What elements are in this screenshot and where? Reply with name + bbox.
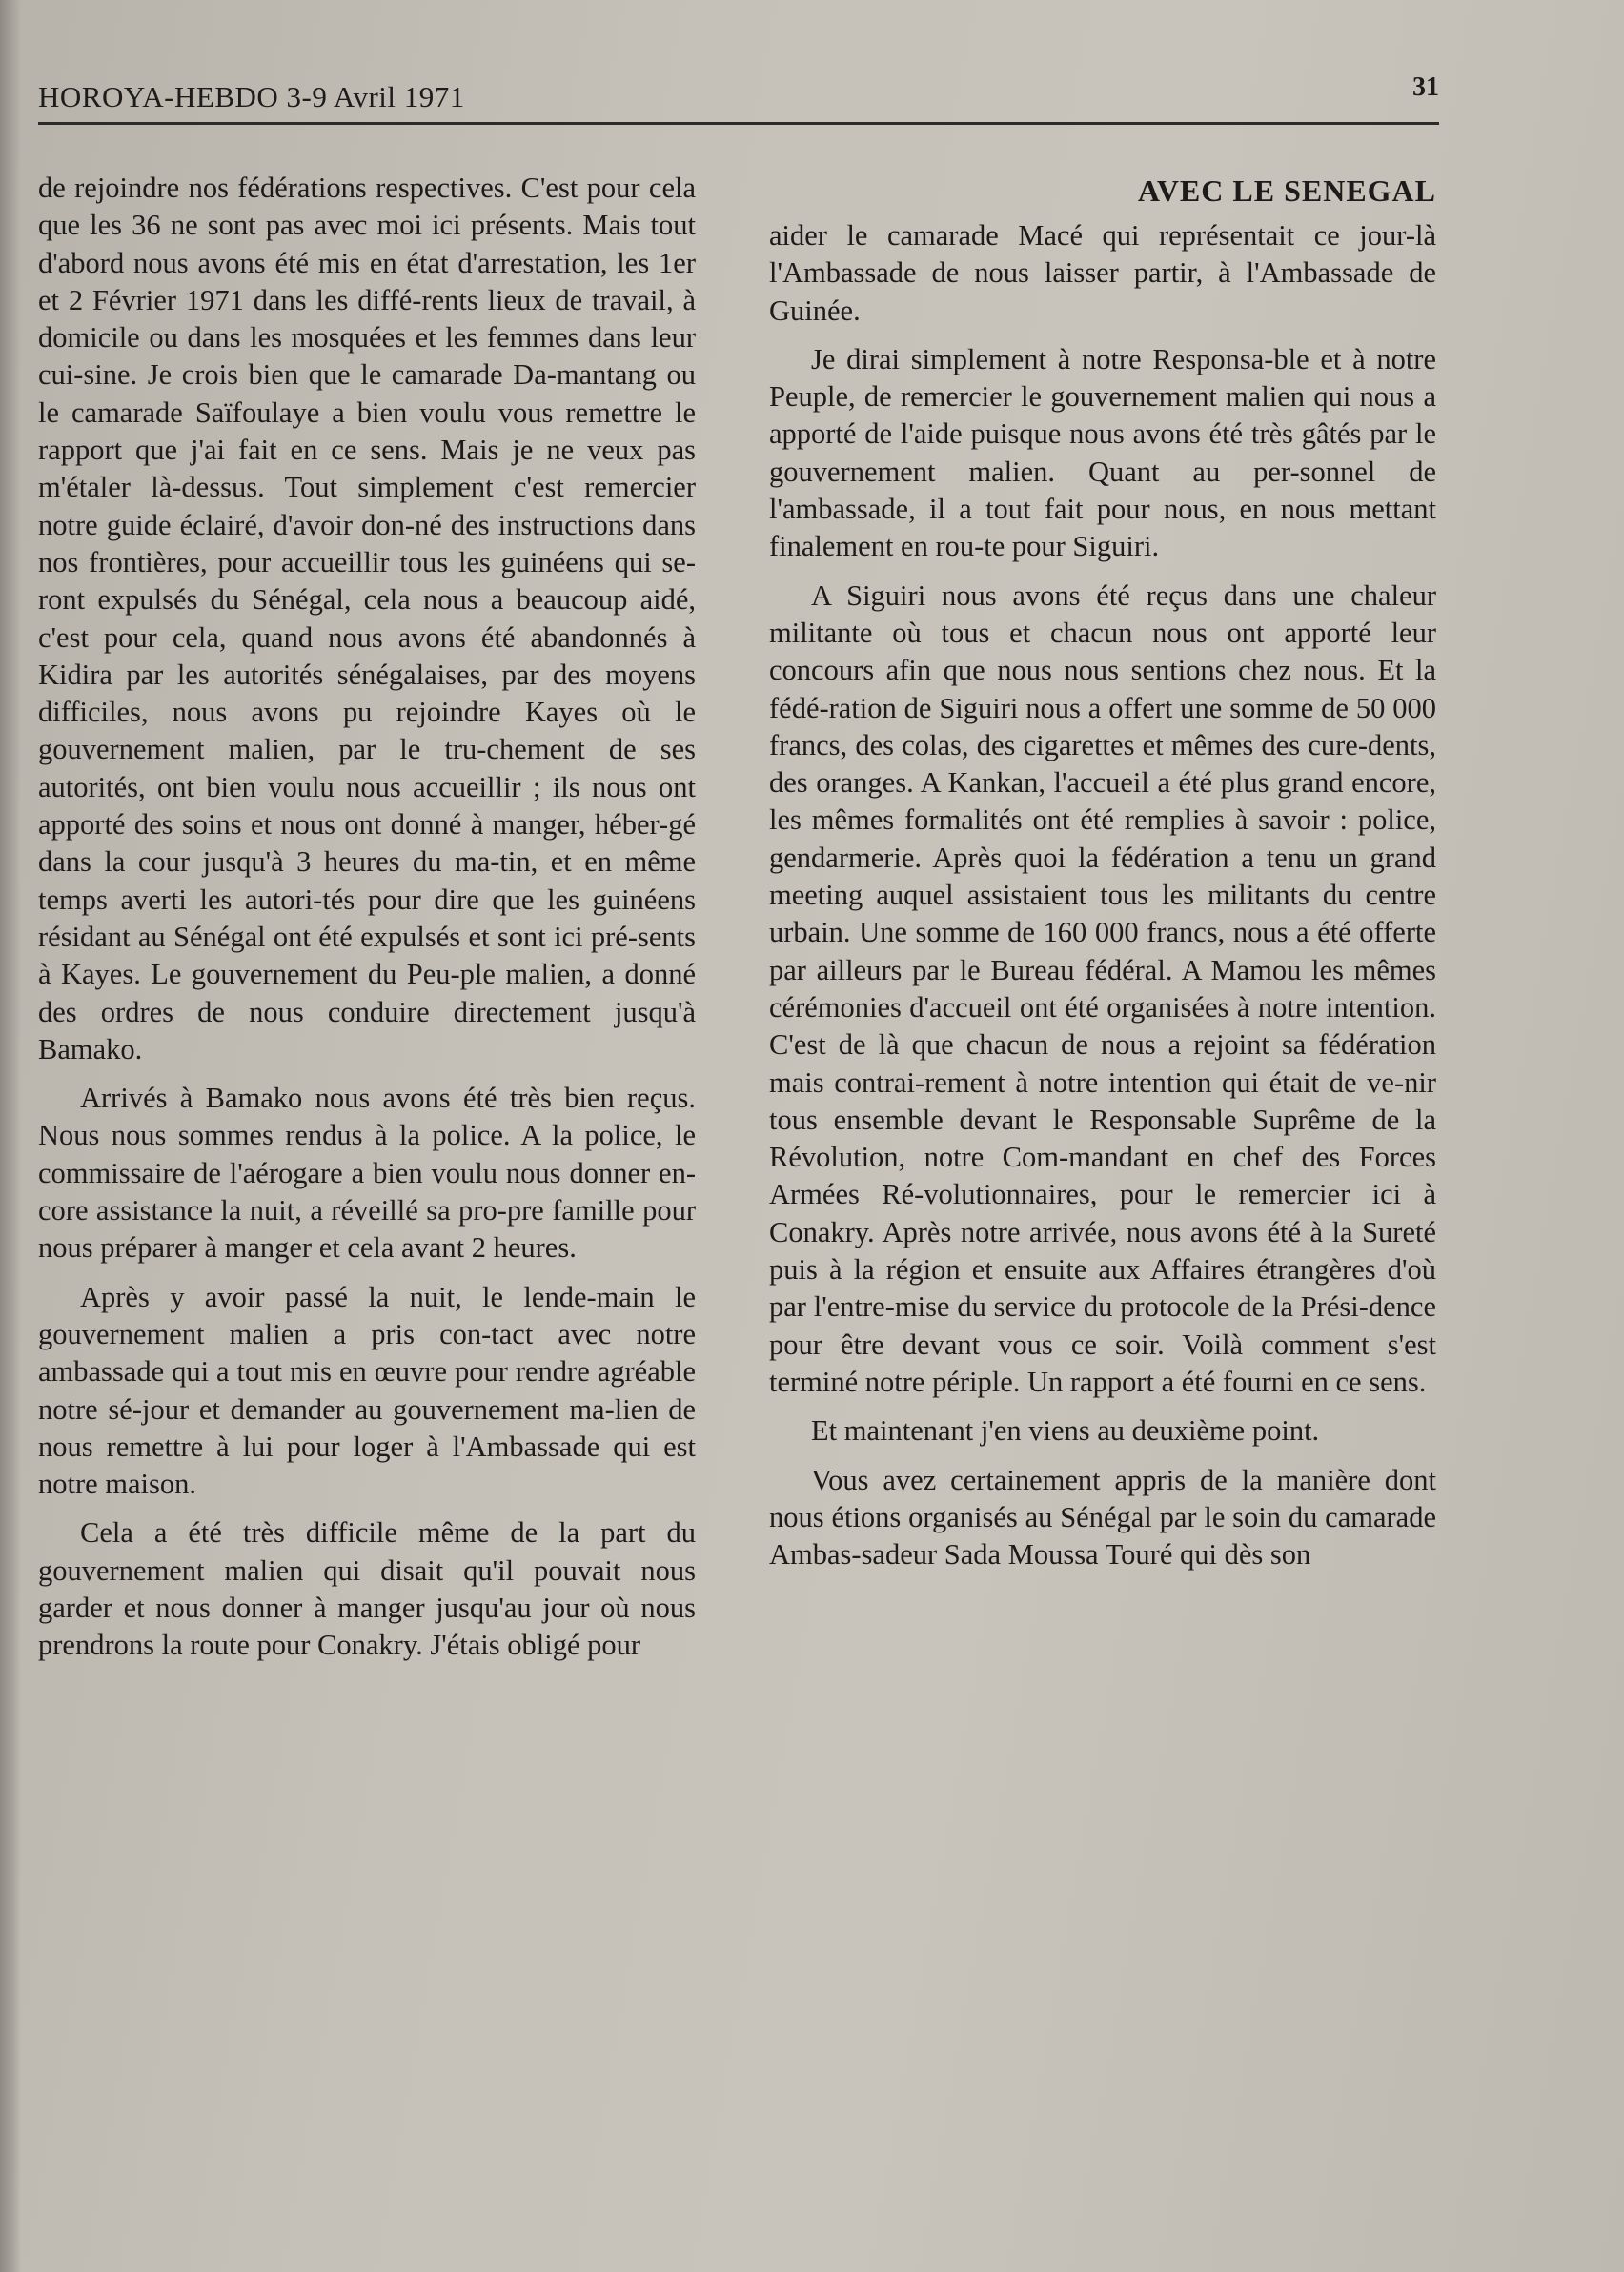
left-column [38, 170, 696, 1676]
right-column [769, 172, 1436, 1585]
page-binding-shadow [0, 0, 21, 2272]
article-paragraph: Après y avoir passé la nuit, le lende-main le gouvernement malien a pris con-tact avec notre ambassade qui a tout mis en œuvre pour rendre agréable notre sé-jour et demander au gouvernement ma-lien de nous remettre à lui pour loger à l'Ambassade qui est notre maison. [38, 1280, 696, 1501]
article-paragraph: Arrivés à Bamako nous avons été très bien reçus. Nous nous sommes rendus à la police. A la police, le commissaire de l'aérogare a bien voulu nous donner en-core assistance la nuit, a réveillé sa pro-pre famille pour nous préparer à manger et cela avant 2 heures. [38, 1082, 696, 1265]
publication-title: HOROYA-HEBDO 3-9 Avril 1971 [38, 80, 465, 113]
article-paragraph: A Siguiri nous avons été reçus dans une chaleur militante où tous et chacun nous ont apporté leur concours afin que nous nous sentions chez nous. Et la fédé-ration de Siguiri nous a offert une somme de 50 000 francs, des colas, des cigarettes et mêmes des cure-dents, des oranges. A Kankan, l'accueil a été plus grand encore, les mêmes formalités ont été remplies à savoir : police, gendarmerie. Après quoi la fédération a tenu un grand meeting auquel assistaient tous les militants du centre urbain. Une somme de 160 000 francs, nous a été offerte par ailleurs par le Bureau fédéral. A Mamou les mêmes cérémonies d'accueil ont été organisées à notre intention. C'est de là que chacun de nous a rejoint sa fédération mais contrai-rement à notre intention qui était de ve-nir tous ensemble devant le Responsable Suprême de la Révolution, notre Com-mandant en chef des Forces Armées Ré-volutionnaires, pour le remercier ici à Conakry. Après notre arrivée, nous avons été à la Sureté puis à la région et ensuite aux Affaires étrangères d'où par l'entre-mise du service du protocole de la Prési-dence pour être devant vous ce soir. Voilà comment s'est terminé notre périple. Un rapport a été fourni en ce sens. [769, 578, 1436, 1398]
article-paragraph: Cela a été très difficile même de la part du gouvernement malien qui disait qu'il pouvait nous garder et nous donner à manger jusqu'au jour où nous prendrons la route pour Conakry. J'étais obligé pour [38, 1516, 696, 1662]
article-paragraph: Et maintenant j'en viens au deuxième point. [811, 1414, 1320, 1448]
article-paragraph: Vous avez certainement appris de la manière dont nous étions organisés au Sénégal par le soin du camarade Ambas-sadeur Sada Moussa Touré qui dès son [769, 1463, 1436, 1572]
article-paragraph: de rejoindre nos fédérations respectives. C'est pour cela que les 36 ne sont pas avec moi ici présents. Mais tout d'abord nous avons été mis en état d'arrestation, les 1er et 2 Février 1971 dans les diffé-rents lieux de travail, à domicile ou dans les mosquées et les femmes dans leur cui-sine. Je crois bien que le camarade Da-mantang ou le camarade Saïfoulaye a bien voulu vous remettre le rapport que j'ai fait en ce sens. Mais je ne veux pas m'étaler là-dessus. Tout simplement c'est remercier notre guide éclairé, d'avoir don-né des instructions dans nos frontières, pour accueillir tous les guinéens qui se-ront expulsés du Sénégal, cela nous a beaucoup aidé, c'est pour cela, quand nous avons été abandonnés à Kidira par les autorités sénégalaises, par des moyens difficiles, nous avons pu rejoindre Kayes où le gouvernement malien, par le tru-chement de ses autorités, ont bien voulu nous accueillir ; ils nous ont apporté des soins et nous ont donné à manger, héber-gé dans la cour jusqu'à 3 heures du ma-tin, et en même temps averti les autori-tés pour dire que les guinéens résidant au Sénégal ont été expulsés et sont ici pré-sents à Kayes. Le gouvernement du Peu-ple malien, a donné des ordres de nous conduire directement jusqu'à Bamako. [38, 172, 696, 1065]
page-number: 31 [1412, 72, 1439, 102]
article-paragraph: Je dirai simplement à notre Responsa-ble et à notre Peuple, de remercier le gouvernement malien qui nous a apporté de l'aide puisque nous avons été très gâtés par le gouvernement malien. Quant au per-sonnel de l'ambassade, il a tout fait pour nous, en nous mettant finalement en rou-te pour Siguiri. [769, 342, 1436, 563]
page-header [38, 72, 1439, 126]
header-rule [38, 122, 1439, 125]
section-heading: AVEC LE SENEGAL [1137, 173, 1436, 208]
article-paragraph: aider le camarade Macé qui représentait ce jour-là l'Ambassade de nous laisser partir, à l'Ambassade de Guinée. [769, 219, 1436, 327]
